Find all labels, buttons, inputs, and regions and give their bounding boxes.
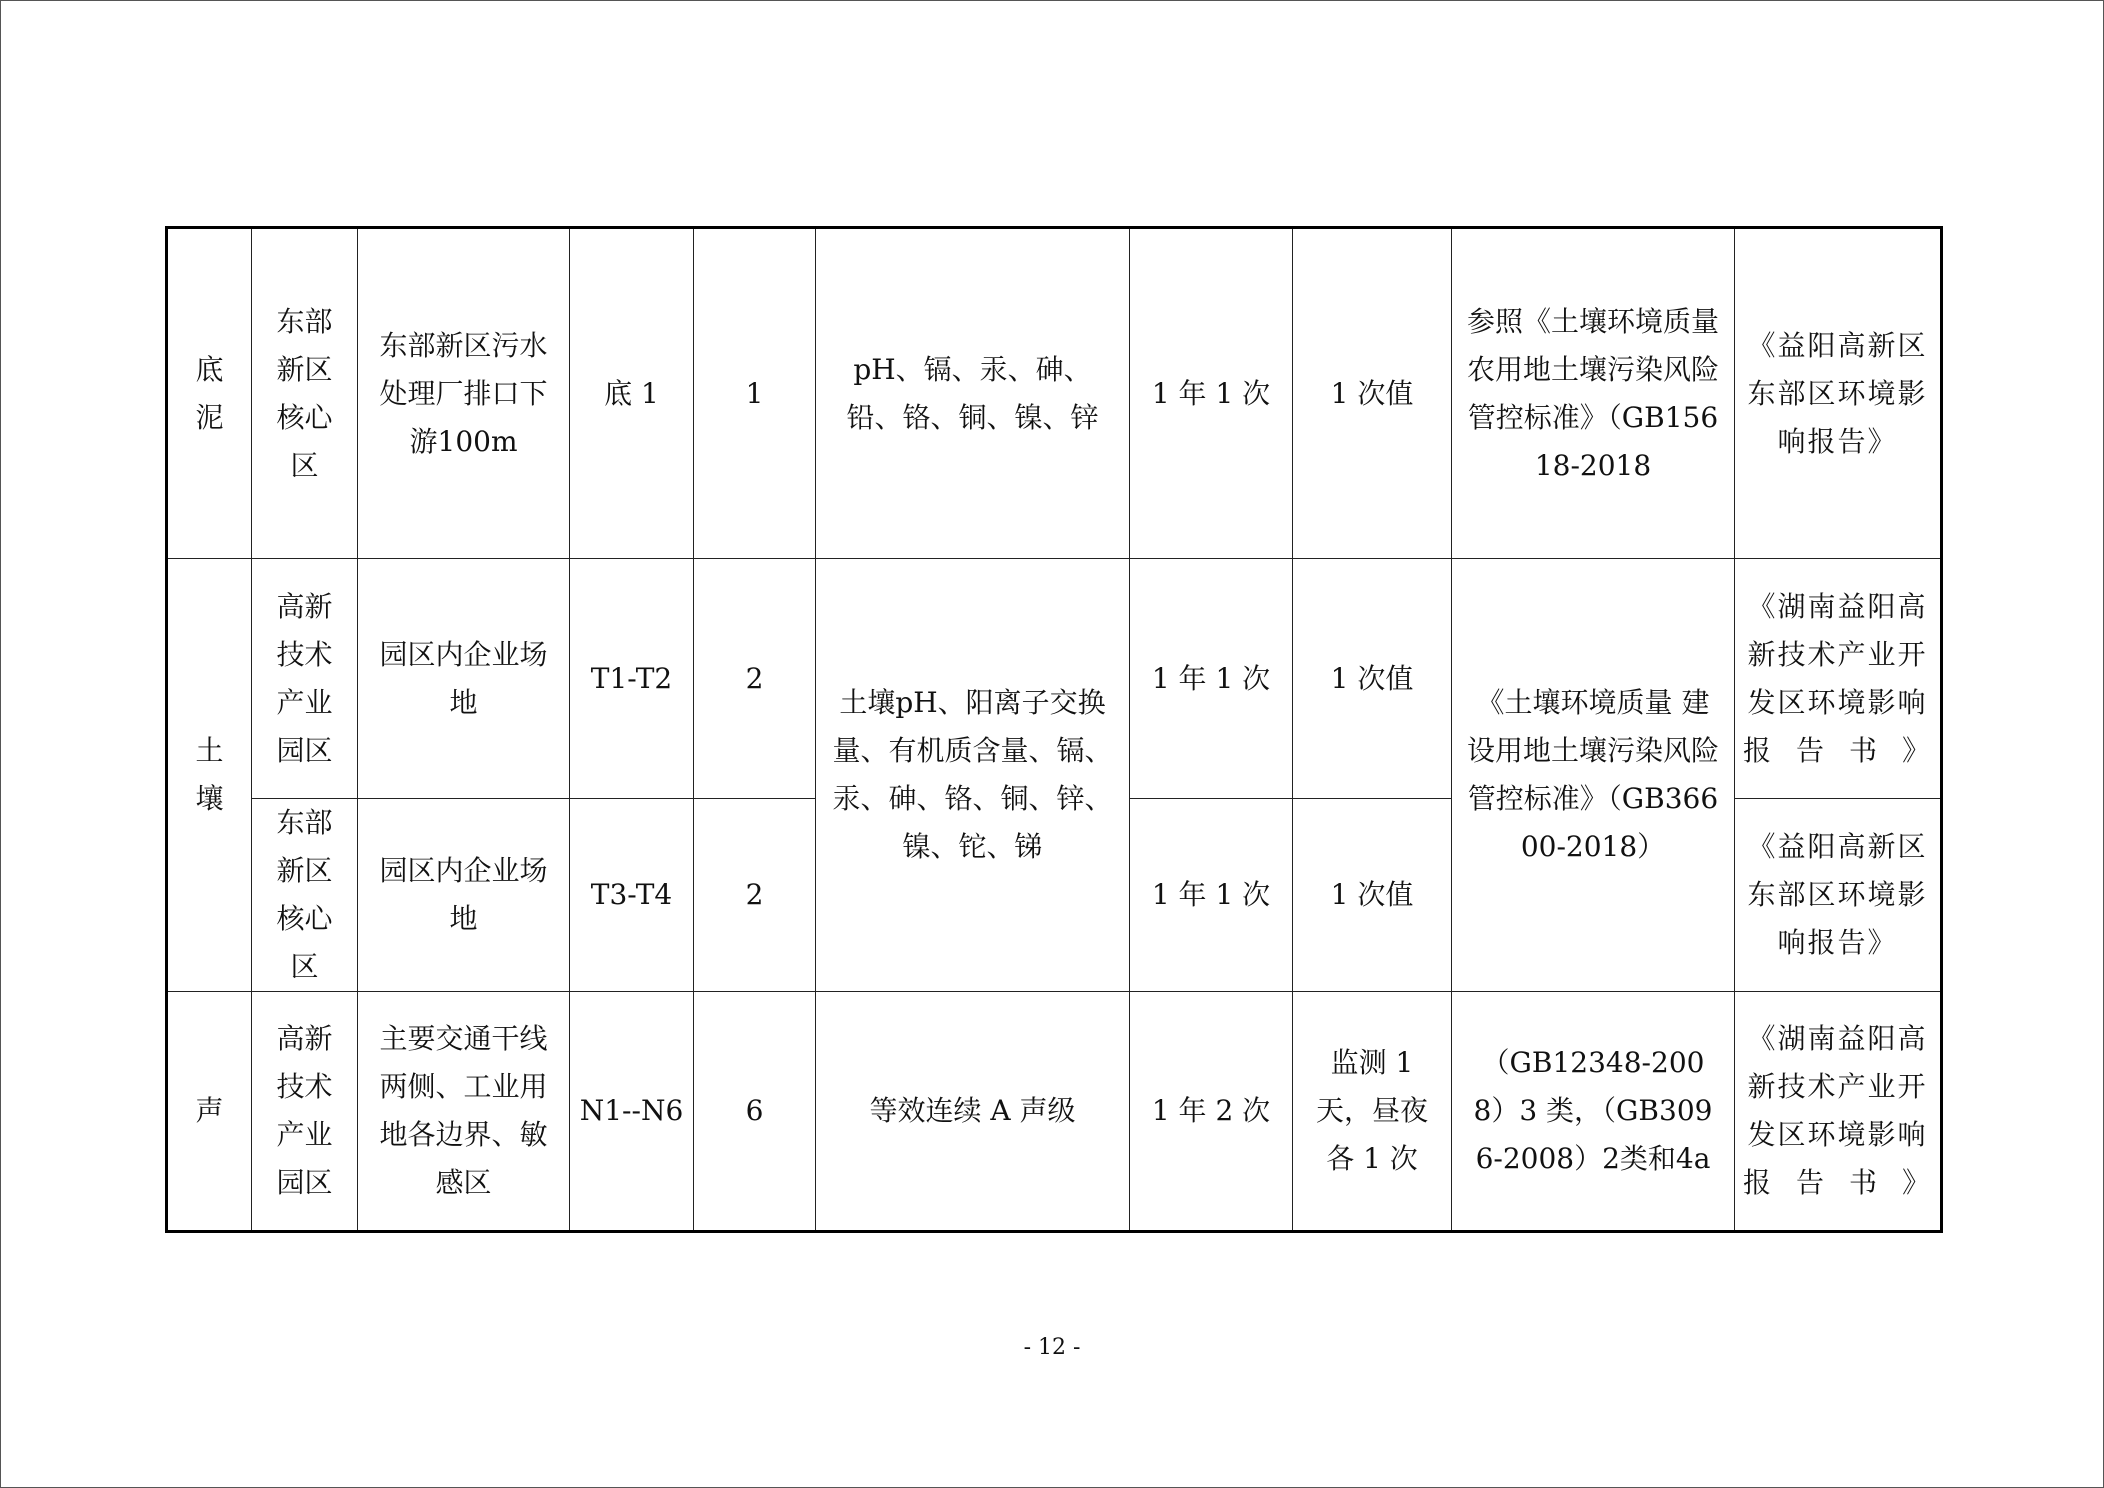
- location-cell: 园区内企业场地: [358, 799, 570, 992]
- category-cell: 底泥: [167, 228, 252, 559]
- standard-cell: 参照《土壤环境质量 农用地土壤污染风险管控标准》（GB15618-2018: [1452, 228, 1735, 559]
- area-cell: 东部新区核心区: [252, 799, 358, 992]
- frequency-cell: 1 年 1 次: [1130, 228, 1293, 559]
- table-row: [167, 228, 1942, 559]
- point-count-cell: 2: [694, 799, 816, 992]
- sampling-cell: 1 次值: [1293, 799, 1452, 992]
- sampling-cell: 监测 1 天，昼夜各 1 次: [1293, 992, 1452, 1232]
- source-cell: 《湖南益阳高新技术产业开发区环境影响报告书》: [1735, 992, 1942, 1232]
- location-cell: 主要交通干线两侧、工业用地各边界、敏感区: [358, 992, 570, 1232]
- category-cell: 声: [167, 992, 252, 1232]
- table-row: [167, 992, 1942, 1232]
- frequency-cell: 1 年 1 次: [1130, 559, 1293, 799]
- sampling-cell: 1 次值: [1293, 559, 1452, 799]
- standard-cell: 《土壤环境质量 建设用地土壤污染风险管控标准》（GB36600-2018）: [1452, 559, 1735, 992]
- factors-cell: 土壤pH、阳离子交换量、有机质含量、镉、汞、砷、铬、铜、锌、镍、铊、锑: [816, 559, 1130, 992]
- table-row: [167, 559, 1942, 799]
- location-cell: 园区内企业场地: [358, 559, 570, 799]
- category-cell: 土壤: [167, 559, 252, 992]
- point-count-cell: 1: [694, 228, 816, 559]
- area-cell: 东部新区核心区: [252, 228, 358, 559]
- sampling-cell: 1 次值: [1293, 228, 1452, 559]
- source-cell: 《湖南益阳高新技术产业开发区环境影响报告书》: [1735, 559, 1942, 799]
- area-cell: 高新技术产业园区: [252, 992, 358, 1232]
- location-cell: 东部新区污水处理厂排口下游100m: [358, 228, 570, 559]
- page-number: - 12 -: [1023, 1335, 1081, 1360]
- point-count-cell: 2: [694, 559, 816, 799]
- factors-cell: pH、镉、汞、砷、铅、铬、铜、镍、锌: [816, 228, 1130, 559]
- source-cell: 《益阳高新区东部区环境影响报告》: [1735, 799, 1942, 992]
- standard-cell: （GB12348-2008）3 类，（GB3096-2008）2类和4a: [1452, 992, 1735, 1232]
- point-id-cell: T3-T4: [570, 799, 694, 992]
- source-cell: 《益阳高新区东部区环境影响报告》: [1735, 228, 1942, 559]
- point-id-cell: T1-T2: [570, 559, 694, 799]
- point-id-cell: N1--N6: [570, 992, 694, 1232]
- frequency-cell: 1 年 2 次: [1130, 992, 1293, 1232]
- monitoring-table: [165, 226, 1943, 1233]
- area-cell: 高新技术产业园区: [252, 559, 358, 799]
- point-id-cell: 底 1: [570, 228, 694, 559]
- frequency-cell: 1 年 1 次: [1130, 799, 1293, 992]
- factors-cell: 等效连续 A 声级: [816, 992, 1130, 1232]
- point-count-cell: 6: [694, 992, 816, 1232]
